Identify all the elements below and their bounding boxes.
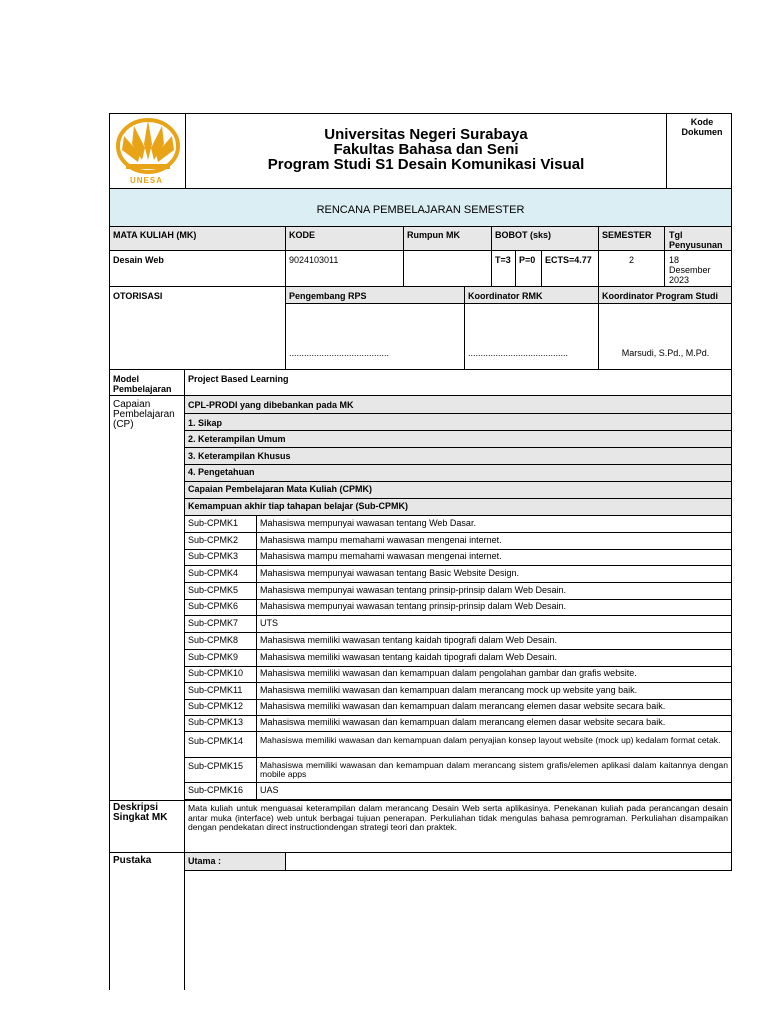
subcpmk-code: Sub-CPMK14 — [188, 736, 244, 746]
t-divider — [515, 251, 516, 287]
unesa-logo — [112, 116, 184, 188]
description-label: Deskripsi Singkat MK — [113, 802, 168, 823]
program-coordinator-name: Marsudi, S.Pd., M.Pd. — [621, 348, 710, 358]
program-coordinator-label: Koordinator Program Studi — [602, 291, 719, 301]
subcpmk-desc: Mahasiswa mampu memahami wawasan mengenai internet. — [260, 551, 502, 561]
weight-practice: P=0 — [519, 255, 536, 265]
description-right-border — [731, 800, 732, 853]
subcpmk-code: Sub-CPMK8 — [188, 635, 239, 645]
subcpmk-code: Sub-CPMK4 — [188, 568, 239, 578]
university-name: Universitas Negeri Surabaya — [324, 126, 528, 143]
references-main-value — [286, 853, 731, 870]
cp-item: 3. Keterampilan Khusus — [188, 451, 291, 461]
developer-label: Pengembang RPS — [289, 291, 367, 301]
course-name: Desain Web — [113, 255, 164, 265]
subcpmk-desc: Mahasiswa mampu memahami wawasan mengenai internet. — [260, 535, 502, 545]
faculty-name: Fakultas Bahasa dan Seni — [333, 141, 519, 158]
weight-header: BOBOT (sks) — [495, 230, 552, 240]
description-text: Mata kuliah untuk menguasai keterampilan dalam merancang Desain Web serta aplikasinya. Penekanan kuliah pada perancangan desain antar muka (interface) web untuk berbagai tujuan penerapan. Perkuliahan tidak mengulas bahasa pemrograman. Perkuliahan disampaikan dengan pendekatan direct instructiondengan strategi teori dan praktek. — [188, 803, 728, 832]
subcpmk-heading: Kemampuan akhir tiap tahapan belajar (Sub-CPMK) — [188, 501, 409, 511]
subcpmk-desc: Mahasiswa memiliki wawasan tentang kaidah tipografi dalam Web Desain. — [260, 635, 557, 645]
subcpmk-code-divider — [256, 516, 257, 800]
developer-divider — [464, 287, 465, 370]
semester-value: 2 — [628, 255, 634, 265]
cpl-heading: CPL-PRODI yang dibebankan pada MK — [188, 400, 354, 410]
weight-ects: ECTS=4.77 — [545, 255, 592, 265]
cp-item: 2. Keterampilan Umum — [188, 434, 286, 444]
model-label: Model Pembelajaran — [113, 374, 172, 394]
subcpmk-code: Sub-CPMK6 — [188, 601, 239, 611]
program-name: Program Studi S1 Desain Komunikasi Visual — [267, 156, 585, 173]
logo-text: UNESA — [130, 176, 164, 185]
code-divider — [403, 227, 404, 287]
model-divider — [184, 370, 185, 396]
subcpmk-code: Sub-CPMK9 — [188, 652, 239, 662]
course-code: 9024103011 — [289, 255, 339, 265]
subcpmk-desc: Mahasiswa mempunyai wawasan tentang Basic Website Design. — [260, 568, 519, 578]
subcpmk-code: Sub-CPMK15 — [188, 761, 244, 771]
weight-theory: T=3 — [495, 255, 511, 265]
semester-divider — [664, 227, 665, 287]
p-divider — [541, 251, 542, 287]
left-border — [109, 396, 110, 990]
references-label: Pustaka — [113, 855, 152, 866]
cp-item: 1. Sikap — [188, 418, 223, 428]
cp-bottom-rule — [109, 800, 732, 801]
authorization-divider — [285, 287, 286, 370]
developer-signature: ........................................ — [289, 348, 390, 358]
subcpmk-code: Sub-CPMK12 — [188, 701, 244, 711]
subcpmk-desc: Mahasiswa memiliki wawasan dan kemampuan dalam merancang mock up website yang baik. — [260, 685, 638, 695]
subcpmk-desc: Mahasiswa mempunyai wawasan tentang Web Dasar. — [260, 518, 476, 528]
cp-item-row — [184, 465, 732, 482]
date-header: Tgl Penyusunan — [669, 230, 723, 250]
cp-item: 4. Pengetahuan — [188, 467, 255, 477]
subcpmk-code: Sub-CPMK3 — [188, 551, 239, 561]
model-value: Project Based Learning — [188, 374, 289, 384]
subcpmk-code: Sub-CPMK16 — [188, 785, 244, 795]
semester-header: SEMESTER — [602, 230, 652, 240]
subcpmk-code: Sub-CPMK2 — [188, 535, 239, 545]
cpmk-heading: Capaian Pembelajaran Mata Kuliah (CPMK) — [188, 484, 373, 494]
subcpmk-code: Sub-CPMK5 — [188, 585, 239, 595]
authorization-label: OTORISASI — [113, 291, 163, 301]
doc-code-label: Kode Dokumen — [681, 117, 723, 137]
subcpmk-code: Sub-CPMK11 — [188, 685, 243, 695]
subcpmk-desc: Mahasiswa memiliki wawasan dan kemampuan dalam merancang elemen dasar website secara baik. — [260, 717, 666, 727]
subcpmk-desc: Mahasiswa memiliki wawasan dan kemampuan dalam penyajian konsep layout website (mock up) kedalam format cetak. — [260, 735, 721, 745]
subcpmk-desc: Mahasiswa memiliki wawasan tentang kaidah tipografi dalam Web Desain. — [260, 652, 557, 662]
subcpmk-code: Sub-CPMK1 — [188, 518, 239, 528]
cluster-divider — [491, 227, 492, 287]
subcpmk-code: Sub-CPMK7 — [188, 618, 239, 628]
subcpmk-desc: Mahasiswa memiliki wawasan dan kemampuan dalam merancang sistem grafis/elemen aplikasi dalam kaitannya dengan mobile apps — [260, 760, 728, 779]
cp-item-row — [184, 414, 732, 431]
cp-label: Capaian Pembelajaran (CP) — [113, 399, 175, 430]
subcpmk-desc: UTS — [260, 618, 278, 628]
course-divider — [285, 227, 286, 287]
subcpmk-desc: Mahasiswa mempunyai wawasan tentang prinsip-prinsip dalam Web Desain. — [260, 585, 566, 595]
coordinator-signature: ........................................ — [468, 348, 569, 358]
subcpmk-code: Sub-CPMK13 — [188, 717, 244, 727]
subcpmk-desc: Mahasiswa mempunyai wawasan tentang prinsip-prinsip dalam Web Desain. — [260, 601, 566, 611]
cluster-header: Rumpun MK — [407, 230, 460, 240]
coordinator-label: Koordinator RMK — [468, 291, 543, 301]
references-main-label: Utama : — [188, 856, 222, 866]
code-header: KODE — [289, 230, 316, 240]
header-code-divider — [666, 113, 667, 189]
date-value: 18 Desember 2023 — [669, 255, 711, 285]
subcpmk-desc: Mahasiswa memiliki wawasan dan kemampuan dalam merancang elemen dasar website secara baik. — [260, 701, 666, 711]
subcpmk-desc: UAS — [260, 785, 279, 795]
course-header: MATA KULIAH (MK) — [113, 230, 197, 240]
rps-title: RENCANA PEMBELAJARAN SEMESTER — [316, 204, 525, 216]
subcpmk-code: Sub-CPMK10 — [188, 668, 244, 678]
subcpmk-desc: Mahasiswa memiliki wawasan dan kemampuan dalam pengolahan gambar dan grafis website. — [260, 668, 637, 678]
